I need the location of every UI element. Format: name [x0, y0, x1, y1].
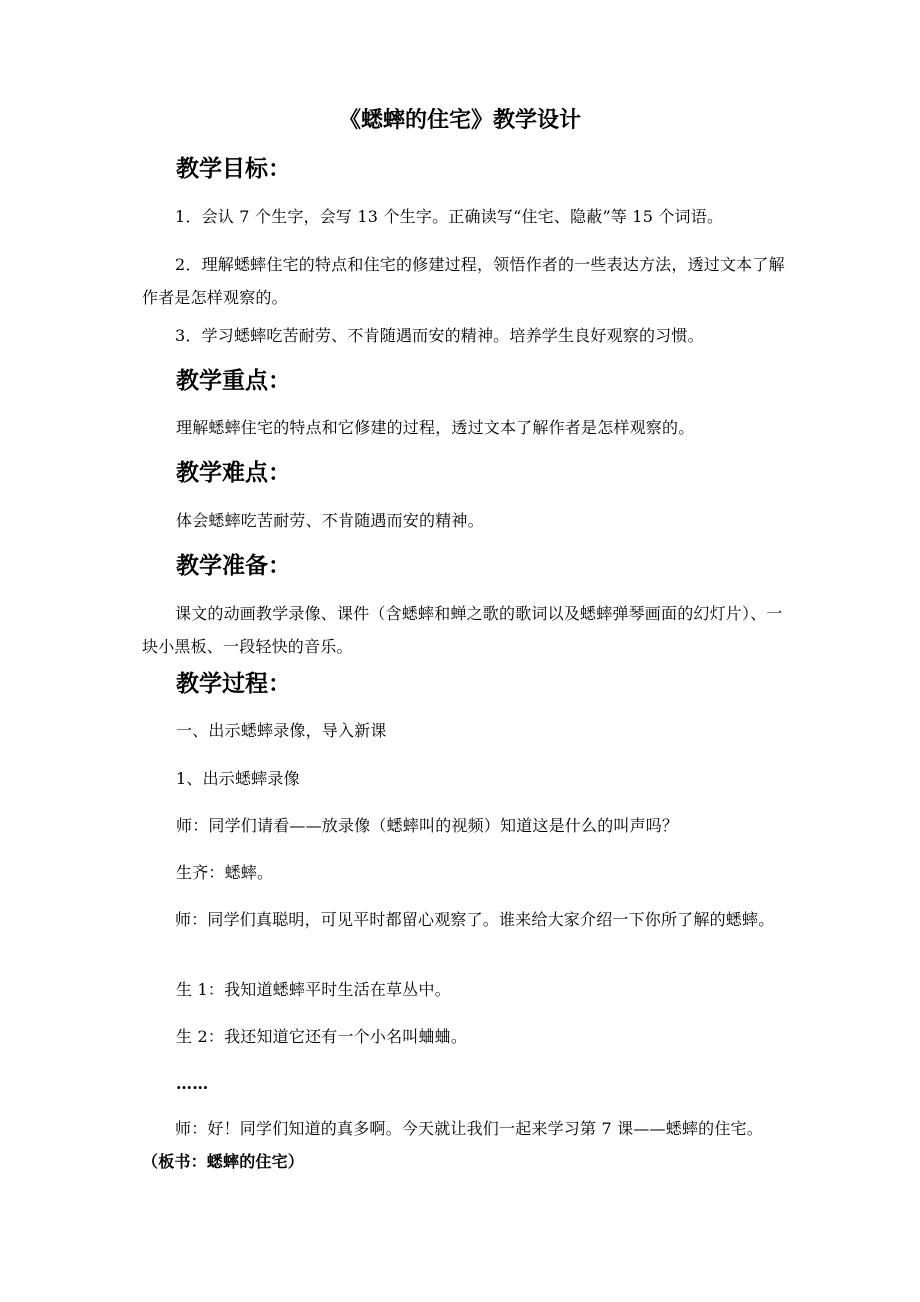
- goal-item-2: 2．理解蟋蟀住宅的特点和住宅的修建过程，领悟作者的一些表达方法，透过文本了解作者是怎样观察的。: [142, 255, 785, 307]
- document-title: 《蟋蟀的住宅》教学设计: [338, 108, 581, 133]
- heading-teaching-goals: 教学目标：: [176, 156, 291, 182]
- process-last-text: 师：好！同学们知道的真多啊。今天就让我们一起来学习第 7 课——蟋蟀的住宅。: [175, 1119, 763, 1138]
- heading-difficulties: 教学难点：: [176, 460, 291, 486]
- preparation-text: 课文的动画教学录像、课件（含蟋蟀和蝉之歌的歌词以及蟋蟀弹琴画面的幻灯片）、一块小黑板、一段轻快的音乐。: [142, 604, 783, 656]
- process-line: 师：同学们真聪明，可见平时都留心观察了。谁来给大家介绍一下你所了解的蟋蟀。: [175, 910, 775, 929]
- goal-item-1: 1．会认 7 个生字，会写 13 个生字。正确读写“住宅、隐蔽”等 15 个词语。: [175, 207, 724, 226]
- goal-item-3: 3．学习蟋蟀吃苦耐劳、不肯随遇而安的精神。培养学生良好观察的习惯。: [175, 326, 704, 345]
- key-points-text: 理解蟋蟀住宅的特点和它修建的过程，透过文本了解作者是怎样观察的。: [176, 418, 695, 437]
- heading-key-points: 教学重点：: [176, 368, 291, 394]
- process-line: 1、出示蟋蟀录像: [176, 769, 300, 788]
- process-line: 生齐：蟋蟀。: [176, 863, 274, 882]
- heading-process: 教学过程：: [176, 671, 291, 697]
- board-writing-note: （板书：蟋蟀的住宅）: [142, 1152, 305, 1171]
- process-line: 师：同学们请看——放录像（蟋蟀叫的视频）知道这是什么的叫声吗？: [176, 816, 679, 835]
- process-last-paragraph: [142, 1112, 787, 1178]
- heading-preparation: 教学准备：: [176, 553, 291, 579]
- difficulties-text: 体会蟋蟀吃苦耐劳、不肯随遇而安的精神。: [176, 511, 484, 530]
- process-line: 一、出示蟋蟀录像，导入新课: [176, 721, 387, 740]
- process-line: 生 1：我知道蟋蟀平时生活在草丛中。: [176, 980, 451, 999]
- process-ellipsis: ……: [176, 1074, 209, 1093]
- process-line: 生 2：我还知道它还有一个小名叫蛐蛐。: [176, 1027, 468, 1046]
